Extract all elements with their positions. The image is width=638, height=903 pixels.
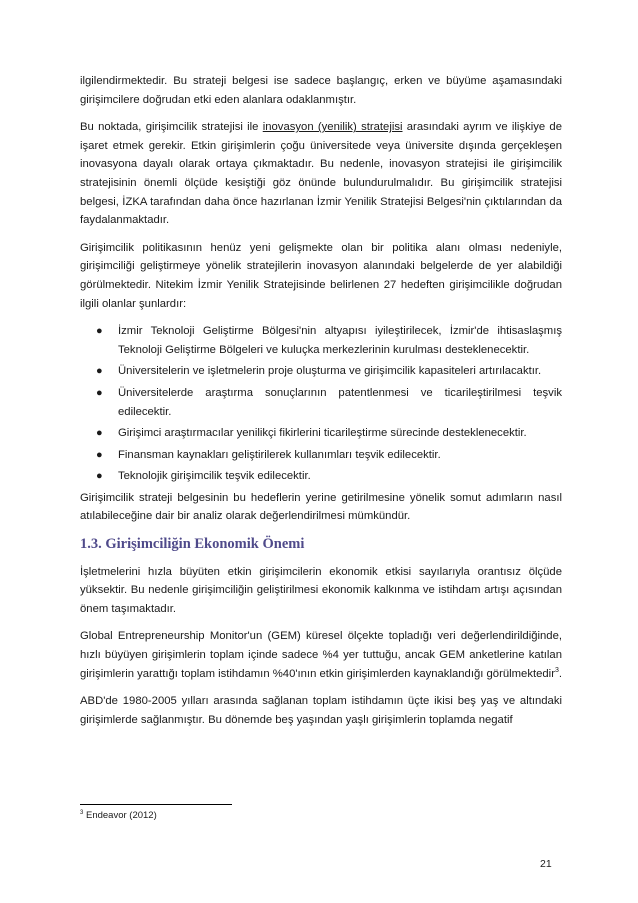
- goal-list: [80, 322, 562, 486]
- underlined-term: inovasyon (yenilik) stratejisi: [262, 121, 403, 134]
- footnote-reference[interactable]: 3: [554, 666, 559, 674]
- list-item-text: Üniversitelerde araştırma sonuçlarının patentlenmesi ve ticarileştirilmesi teşvik edilecektir.: [118, 386, 562, 418]
- body-content: [80, 72, 562, 738]
- list-item-text: Teknolojik girişimcilik teşvik edilecektir.: [118, 470, 311, 483]
- paragraph-2-start: Bu noktada, girişimcilik stratejisi ile: [80, 121, 263, 134]
- paragraph-6: [80, 627, 562, 683]
- section-heading: 1.3. Girişimciliğin Ekonomik Önemi: [80, 536, 305, 553]
- list-item: [80, 362, 562, 381]
- footnote-divider: [80, 804, 232, 805]
- paragraph-2: [80, 118, 562, 230]
- bullet-icon: ●: [96, 427, 103, 440]
- paragraph-5: İşletmelerini hızla büyüten etkin girişimcilerin ekonomik etkisi sayılarıyla orantısız ölçüde yüksektir. Bu nedenle girişimciliğin geliştirilmesi ekonomik kalkınma ve istihdam artışı açısından önem taşımaktadır.: [80, 565, 562, 615]
- list-item: [80, 322, 562, 359]
- list-item: [80, 446, 562, 465]
- bullet-icon: ●: [96, 365, 103, 378]
- footnote: [80, 810, 157, 821]
- list-item-text: Girişimci araştırmacılar yenilikçi fikirlerini ticarileştirme sürecinde desteklenecektir.: [118, 427, 527, 440]
- bullet-icon: ●: [96, 470, 103, 483]
- list-item: [80, 384, 562, 421]
- list-item-text: Finansman kaynakları geliştirilerek kullanımları teşvik edilecektir.: [118, 448, 441, 461]
- list-item-text: İzmir Teknoloji Geliştirme Bölgesi'nin altyapısı iyileştirilecek, İzmir'de ihtisaslaşmış Teknoloji Geliştirme Bölgeleri ve kuluçka merkezlerinin kurulması desteklenecektir.: [118, 325, 562, 356]
- paragraph-7: ABD'de 1980-2005 yılları arasında sağlanan toplam istihdamın üçte ikisi beş yaş ve altındaki girişimlerde sağlanmıştır. Bu dönemde beş yaşından yaşlı girişimlerin toplamda negatif: [80, 695, 562, 726]
- paragraph-6-text: Global Entrepreneurship Monitor'un (GEM) küresel ölçekte topladığı veri değerlendirildiğinde, hızlı büyüyen girişimlerin toplam içinde sadece %4 yer tuttuğu, ancak GEM anketlerine katılan girişimlerin yarattığı toplam istihdamın %40'ının etkin girişimlerden kaynaklandığı görülmektedir: [80, 630, 562, 680]
- list-item: [80, 424, 562, 443]
- bullet-icon: ●: [96, 325, 103, 338]
- footnote-text: Endeavor (2012): [83, 810, 157, 821]
- page-number: 21: [540, 858, 552, 870]
- bullet-icon: ●: [96, 386, 103, 399]
- paragraph-6-end: .: [558, 667, 563, 680]
- paragraph-3: Girişimcilik politikasının henüz yeni gelişmekte olan bir politika alanı olması nedeniyle, girişimciliği geliştirmeye yönelik stratejilerin inovasyon alanındaki belgelerde de yer alabildiği görülmektedir. Nitekim İzmir Yenilik Stratejisinde belirlenen 27 hedeften girişimcilikle doğrudan ilgili olanlar şunlardır:: [80, 241, 562, 310]
- list-item: [80, 467, 562, 486]
- paragraph-1: ilgilendirmektedir. Bu strateji belgesi ise sadece başlangıç, erken ve büyüme aşamasındaki girişimcilere doğrudan etki eden alanlara odaklanmıştır.: [80, 75, 562, 106]
- paragraph-2-rest: arasındaki ayrım ve ilişkiye de işaret etmek gerekir. Etkin girişimlerin çoğu üniversitede veya üniversite dışında gerçekleşen inovasyona dayalı olarak ortaya çıkmaktadır. Bu nedenle, inovasyon stratejisi ile girişimcilik stratejisinin önemli ölçüde kesiştiği göz önünde bulundurulmalıdır. Bu girişimcilik stratejisi belgesi, İZKA tarafından daha önce hazırlanan İzmir Yenilik Stratejisi Belgesi'nin çıktılarından da faydalanmaktadır.: [80, 121, 562, 227]
- paragraph-4: Girişimcilik strateji belgesinin bu hedeflerin yerine getirilmesine yönelik somut adımların nasıl atılabileceğine dair bir analiz olarak değerlendirilmesi mümkündür.: [80, 491, 562, 523]
- bullet-icon: ●: [96, 448, 103, 461]
- list-item-text: Üniversitelerin ve işletmelerin proje oluşturma ve girişimcilik kapasiteleri artırılacaktır.: [118, 365, 542, 378]
- footnote-number: 3: [80, 809, 84, 816]
